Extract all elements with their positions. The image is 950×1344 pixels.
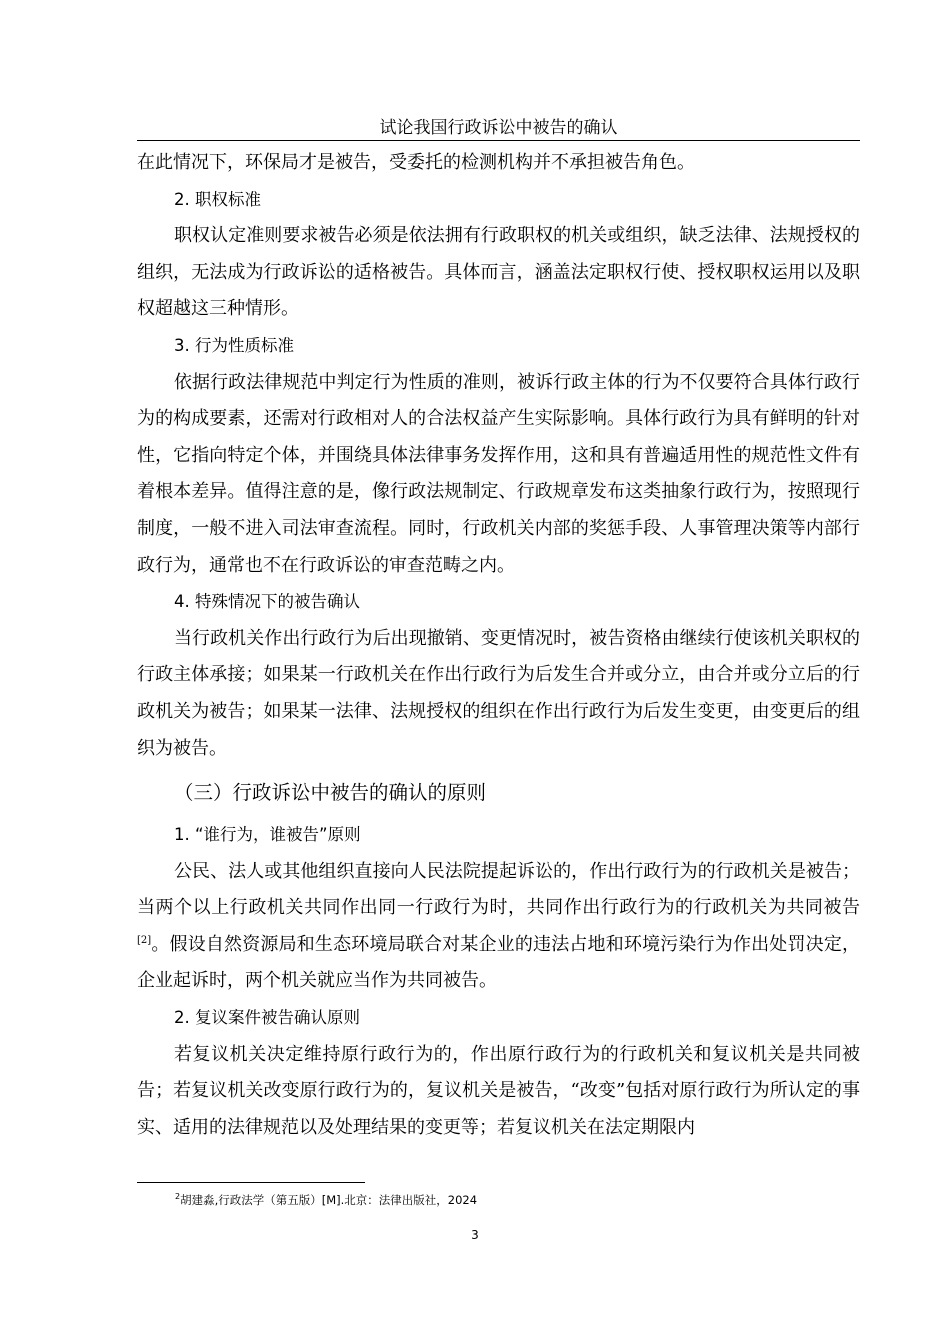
- subheading-reconsideration-principle: 2. 复议案件被告确认原则: [174, 1008, 360, 1028]
- paragraph-who-acts-principle: [137, 854, 860, 1000]
- paragraph-text: 。假设自然资源局和生态环境局联合对某企业的违法占地和环境污染行为作出处罚决定，企业起诉时，两个机关就应当作为共同被告。: [137, 933, 860, 992]
- page-number: 3: [471, 1228, 479, 1242]
- paragraph-text: 公民、法人或其他组织直接向人民法院提起诉讼的，作出行政行为的行政机关是被告；当两个以上行政机关共同作出同一行政行为时，共同作出行政行为的行政机关为共同被告: [137, 860, 860, 919]
- paragraph-act-nature-standard: 依据行政法律规范中判定行为性质的准则，被诉行政主体的行为不仅要符合具体行政行为的构成要素，还需对行政相对人的合法权益产生实际影响。具体行政行为具有鲜明的针对性，它指向特定个体，并围绕具体法律事务发挥作用，这和具有普遍适用性的规范性文件有着根本差异。值得注意的是，像行政法规制定、行政规章发布这类抽象行政行为，按照现行制度，一般不进入司法审查流程。同时，行政机关内部的奖惩手段、人事管理决策等内部行政行为，通常也不在行政诉讼的审查范畴之内。: [137, 371, 860, 576]
- paragraph-intro: 在此情况下，环保局才是被告，受委托的检测机构并不承担被告角色。: [137, 152, 695, 173]
- citation-marker[interactable]: [2]: [137, 934, 152, 946]
- subheading-act-nature-standard: 3. 行为性质标准: [174, 335, 294, 355]
- footnote-mark: 2: [175, 1192, 181, 1202]
- subheading-authority-standard: 2. 职权标准: [174, 189, 261, 209]
- section-heading-principles: （三）行政诉讼中被告的确认的原则: [174, 781, 487, 805]
- running-header-title: 试论我国行政诉讼中被告的确认: [379, 118, 618, 138]
- header-rule: [137, 140, 860, 141]
- footnote-rule: [137, 1182, 365, 1183]
- subheading-special-cases: 4. 特殊情况下的被告确认: [174, 592, 360, 612]
- page-body: [137, 145, 860, 1146]
- subheading-who-acts-principle: 1. “谁行为，谁被告”原则: [174, 825, 361, 845]
- paragraph-special-cases: 当行政机关作出行政行为后出现撤销、变更情况时，被告资格由继续行使该机关职权的行政主体承接；如果某一行政机关在作出行政行为后发生合并或分立，由合并或分立后的行政机关为被告；如果某一法律、法规授权的组织在作出行政行为后发生变更，由变更后的组织为被告。: [137, 627, 860, 759]
- paragraph-authority-standard: 职权认定准则要求被告必须是依法拥有行政职权的机关或组织，缺乏法律、法规授权的组织，无法成为行政诉讼的适格被告。具体而言，涵盖法定职权行使、授权职权运用以及职权超越这三种情形。: [137, 225, 860, 320]
- footnote: [175, 1192, 477, 1208]
- paragraph-reconsideration-principle: 若复议机关决定维持原行政行为的，作出原行政行为的行政机关和复议机关是共同被告；若复议机关改变原行政行为的，复议机关是被告，“改变”包括对原行政行为所认定的事实、适用的法律规范以及处理结果的变更等；若复议机关在法定期限内: [137, 1043, 860, 1138]
- footnote-text: 胡建淼,行政法学（第五版）[M].北京：法律出版社，2024: [180, 1193, 478, 1207]
